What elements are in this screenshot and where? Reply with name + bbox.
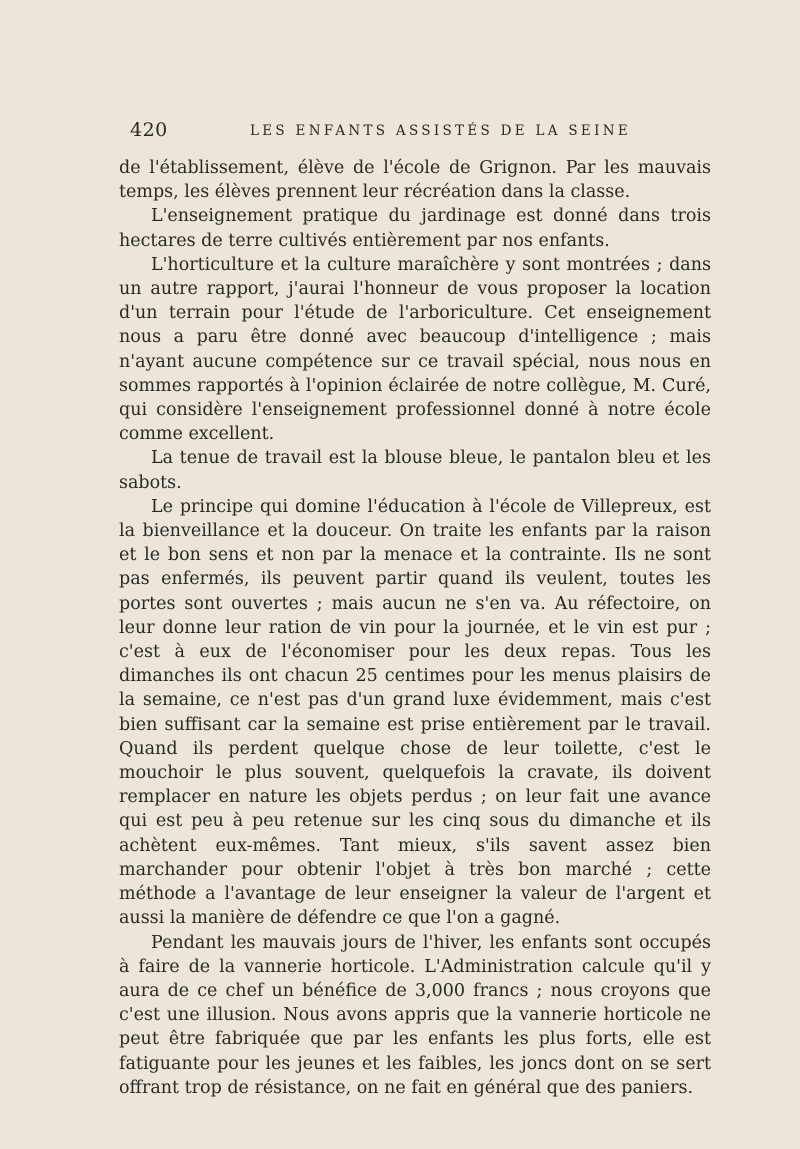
body-text [119, 156, 711, 1100]
paragraph: L'enseignement pratique du jardinage est donné dans trois hectares de terre cultivés entièrement par nos enfants. [119, 206, 711, 251]
paragraph: Pendant les mauvais jours de l'hiver, les enfants sont occupés à faire de la vannerie horticole. L'Administration calcule qu'il y aura de ce chef un bénéfice de 3,000 francs ; nous croyons que c'est une illusion. Nous avons appris que la vannerie horticole ne peut être fabriquée que par les enfants les plus forts, elle est fatiguante pour les jeunes et les faibles, les joncs dont on se sert offrant trop de résistance, on ne fait en général que des paniers. [119, 932, 711, 1098]
page-header [130, 119, 720, 143]
paragraph: de l'établissement, élève de l'école de Grignon. Par les mauvais temps, les élèves prennent leur récréation dans la classe. [119, 158, 711, 203]
running-title: LES ENFANTS ASSISTÉS DE LA SEINE [250, 123, 631, 139]
paragraph: L'horticulture et la culture maraîchère y sont montrées ; dans un autre rapport, j'aurai l'honneur de vous proposer la location d'un terrain pour l'étude de l'arboriculture. Cet enseignement nous a paru être donné avec beaucoup d'intelligence ; mais n'ayant aucune compétence sur ce travail spécial, nous nous en sommes rapportés à l'opinion éclairée de notre collègue, M. Curé, qui considère l'enseignement professionnel donné à notre école comme excellent. [119, 254, 711, 445]
paragraph: La tenue de travail est la blouse bleue, le pantalon bleu et les sabots. [119, 448, 711, 493]
paragraph: Le principe qui domine l'éducation à l'école de Villepreux, est la bienveillance et la douceur. On traite les enfants par la raison et le bon sens et non par la menace et la contrainte. Ils ne sont pas enfermés, ils peuvent partir quand ils veulent, toutes les portes sont ouvertes ; mais aucun ne s'en va. Au réfectoire, on leur donne leur ration de vin pour la journée, et le vin est pur ; c'est à eux de l'économiser pour les deux repas. Tous les dimanches ils ont chacun 25 centimes pour les menus plaisirs de la semaine, ce n'est pas d'un grand luxe évidemment, mais c'est bien suffisant car la semaine est prise entièrement par le travail. Quand ils perdent quelque chose de leur toilette, c'est le mouchoir le plus souvent, quelquefois la cravate, ils doivent remplacer en nature les objets perdus ; on leur fait une avance qui est peu à peu retenue sur les cinq sous du dimanche et ils achètent eux-mêmes. Tant mieux, s'ils savent assez bien marchander pour obtenir l'objet à très bon marché ; cette méthode a l'avantage de leur enseigner la valeur de l'argent et aussi la manière de défendre ce que l'on a gagné. [119, 496, 711, 929]
page-number: 420 [130, 119, 168, 141]
